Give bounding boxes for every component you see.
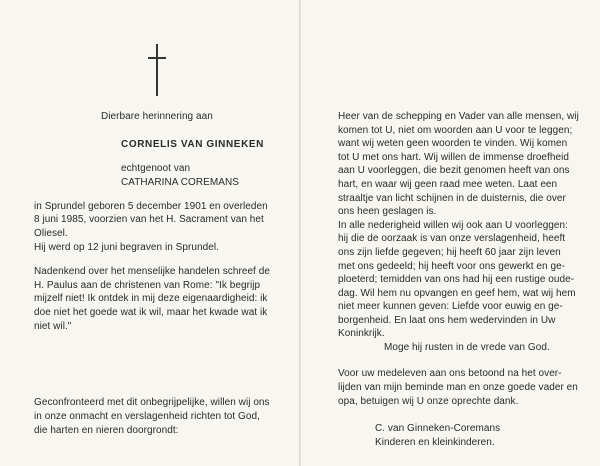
quote-line: H. Paulus aan de christenen van Rome: "Ik begrijp <box>34 280 261 291</box>
prayer-line: tot U met ons hart. Wij willen de immense droefheid <box>338 152 569 163</box>
closing-line: die harten en nieren doorgrondt: <box>34 425 179 436</box>
signature-line: C. van Ginneken-Coremans <box>375 423 501 434</box>
prayer-line: niet meer kunnen geven: Liefde voor euwig en ge- <box>338 301 563 312</box>
spouse-name: CATHARINA COREMANS <box>121 177 239 188</box>
closing-line: in onze onmacht en verslagenheid richten tot God, <box>34 411 260 422</box>
bio-line: in Sprundel geboren 5 december 1901 en overleden <box>34 201 268 212</box>
quote-line: mijzelf niet! Ik ontdek in mij deze eigenaardigheid: ik <box>34 293 268 304</box>
cross-icon <box>147 44 167 96</box>
deceased-name: CORNELIS VAN GINNEKEN <box>121 139 264 150</box>
intro-text: Dierbare herinnering aan <box>101 111 213 122</box>
quote-line: niet wil." <box>34 321 72 332</box>
thanks-line: lijden van mijn beminde man en onze goede vader en <box>338 382 578 393</box>
thanks-line: opa, betuigen wij U onze oprechte dank. <box>338 396 519 407</box>
prayer-line: aan U voorleggen, die bezit genomen heeft van ons <box>338 165 570 176</box>
prayer-line: komen tot U, niet om woorden aan U voor te leggen; <box>338 125 573 136</box>
quote-line: doe niet het goede wat ik wil, maar het kwade wat ik <box>34 307 268 318</box>
bio-line: Hij werd op 12 juni begraven in Sprundel. <box>34 242 219 253</box>
bio-line: Oliesel. <box>34 228 68 239</box>
prayer-line: dag. Wil hem nu opvangen en geef hem, wat wij hem <box>338 288 576 299</box>
prayer-line: met ons gedeeld; hij heeft voor ons gewerkt en ge- <box>338 261 566 272</box>
prayer-line: borgenheid. En laat ons hem wedervinden in Uw <box>338 315 556 326</box>
rest-line: Moge hij rusten in de vrede van God. <box>384 342 550 353</box>
signature-line: Kinderen en kleinkinderen. <box>375 437 495 448</box>
quote-line: Nadenkend over het menselijke handelen schreef de <box>34 266 270 277</box>
closing-line: Geconfronteerd met dit onbegrijpelijke, willen wij ons <box>34 397 270 408</box>
prayer-line: ons zijn liefde gegeven; hij heeft 60 jaar zijn leven <box>338 247 561 258</box>
prayer-line: hij die de oorzaak is van onze verslagenheid, heeft <box>338 233 566 244</box>
prayer-line: straaltje van licht schijnen in de duisternis, die over <box>338 193 566 204</box>
prayer-line: Koninkrijk. <box>338 328 385 339</box>
spouse-label: echtgenoot van <box>121 163 191 174</box>
prayer-line: ploeterd; temidden van ons had hij een rustige oude- <box>338 274 575 285</box>
prayer-line: ons heen geslagen is. <box>338 206 437 217</box>
prayer-line: hart, en waar wij geen raad mee weten. Laat een <box>338 179 558 190</box>
center-fold <box>299 0 301 466</box>
thanks-line: Voor uw medeleven aan ons betoond na het over- <box>338 368 562 379</box>
prayer-line: Heer van de schepping en Vader van alle mensen, wij <box>338 111 579 122</box>
prayer-line: want wij weten geen woorden te vinden. Wij komen <box>338 138 568 149</box>
prayer-line: In alle nederigheid willen wij ook aan U voorleggen: <box>338 220 568 231</box>
bio-line: 8 juni 1985, voorzien van het H. Sacrament van het <box>34 214 264 225</box>
